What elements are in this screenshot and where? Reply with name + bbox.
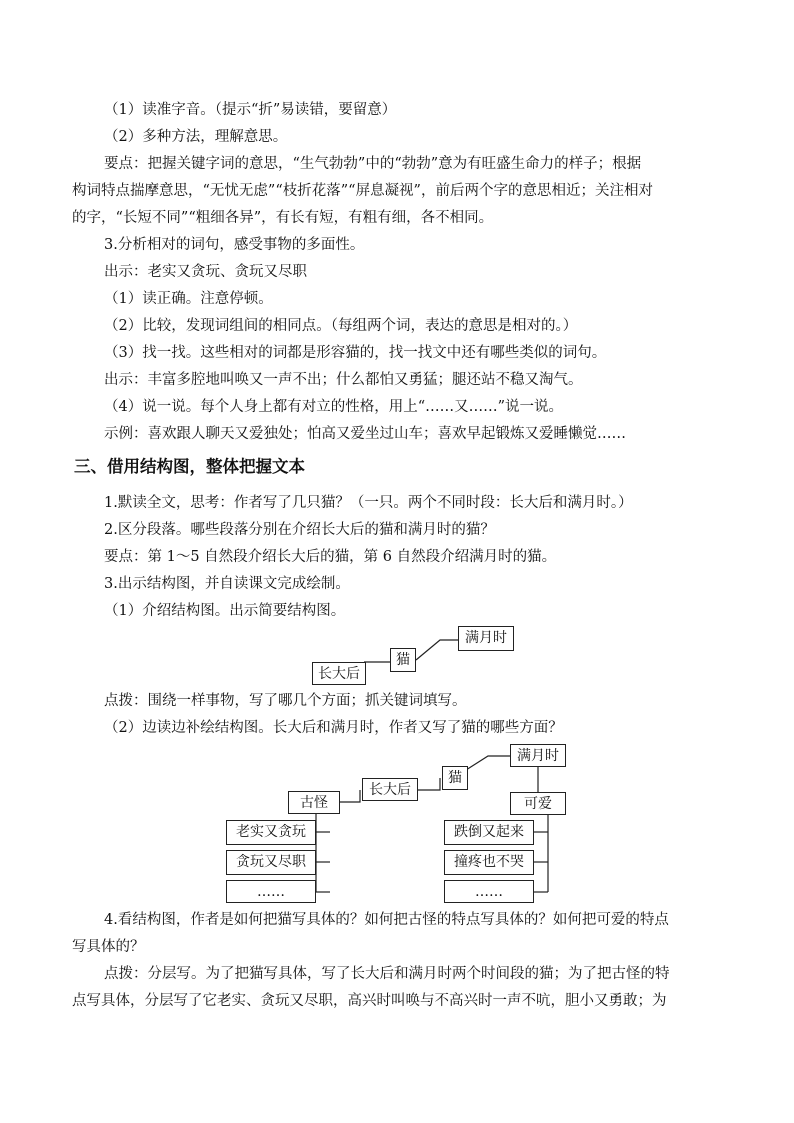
cute-item: 撞疼也不哭 — [444, 850, 534, 875]
grown-box: 长大后 — [312, 662, 366, 685]
text-line: （2）多种方法，理解意思。 — [104, 129, 288, 145]
text-line: （1）读正确。注意停顿。 — [104, 291, 273, 307]
text-line: 3.分析相对的词句，感受事物的多面性。 — [104, 237, 365, 253]
cat-box: 猫 — [390, 648, 416, 672]
text-line: 示例：喜欢跟人聊天又爱独处；怕高又爱坐过山车；喜欢早起锻炼又爱睡懒觉…… — [104, 426, 626, 442]
text-line: （2）边读边补绘结构图。长大后和满月时，作者又写了猫的哪些方面？ — [104, 720, 563, 736]
text-line: 出示：丰富多腔地叫唤又一声不出；什么都怕又勇猛；腿还站不稳又淘气。 — [104, 372, 583, 388]
text-line: 写具体的？ — [72, 939, 145, 955]
text-line: （1）介绍结构图。出示简要结构图。 — [104, 603, 346, 619]
text-line: 1.默读全文，思考：作者写了几只猫？（一只。两个不同时段：长大后和满月时。） — [104, 495, 633, 511]
cute-item: 跌倒又起来 — [444, 820, 534, 845]
text-line: （2）比较，发现词组间的相同点。（每组两个词，表达的意思是相对的。） — [104, 318, 578, 334]
text-line: 的字，“长短不同”“粗细各异”，有长有短，有粗有细，各不相同。 — [72, 210, 494, 226]
full-moon-box: 满月时 — [510, 744, 566, 767]
text-line: 要点：第 1～5 自然段介绍长大后的猫，第 6 自然段介绍满月时的猫。 — [104, 549, 557, 565]
text-line: （3）找一找。这些相对的词都是形容猫的，找一找文中还有哪些类似的词句。 — [104, 345, 607, 361]
grown-box: 长大后 — [362, 778, 418, 801]
odd-box: 古怪 — [288, 791, 340, 814]
odd-item: 老实又贪玩 — [226, 820, 316, 845]
text-line: 3.出示结构图，并自读课文完成绘制。 — [104, 576, 350, 592]
text-line: （1）读准字音。（提示“折”易读错，要留意） — [104, 102, 397, 118]
text-line: 点拨：围绕一样事物，写了哪几个方面；抓关键词填写。 — [104, 693, 467, 709]
text-line: 构词特点揣摩意思，“无忧无虑”“枝折花落”“屏息凝视”，前后两个字的意思相近；关注相对 — [72, 183, 653, 199]
text-line: 要点：把握关键字词的意思，“生气勃勃”中的“勃勃”意为有旺盛生命力的样子；根据 — [104, 156, 642, 172]
cute-box: 可爱 — [510, 792, 566, 815]
text-line: 点写具体，分层写了它老实、贪玩又尽职，高兴时叫唤与不高兴时一声不吭，胆小又勇敢；为 — [72, 993, 667, 1009]
text-line: （4）说一说。每个人身上都有对立的性格，用上“……又……”说一说。 — [104, 399, 564, 415]
cat-box: 猫 — [442, 766, 468, 790]
full-moon-box: 满月时 — [458, 626, 514, 651]
cute-item: …… — [444, 880, 534, 903]
text-line: 2.区分段落。哪些段落分别在介绍长大后的猫和满月时的猫？ — [104, 522, 495, 538]
section-heading: 三、借用结构图，整体把握文本 — [74, 457, 305, 476]
text-line: 出示：老实又贪玩、贪玩又尽职 — [104, 264, 307, 280]
text-line: 4.看结构图，作者是如何把猫写具体的？如何把古怪的特点写具体的？如何把可爱的特点 — [104, 912, 669, 928]
odd-item: …… — [226, 880, 316, 903]
odd-item: 贪玩又尽职 — [226, 850, 316, 875]
text-line: 点拨：分层写。为了把猫写具体，写了长大后和满月时两个时间段的猫；为了把古怪的特 — [104, 966, 670, 982]
